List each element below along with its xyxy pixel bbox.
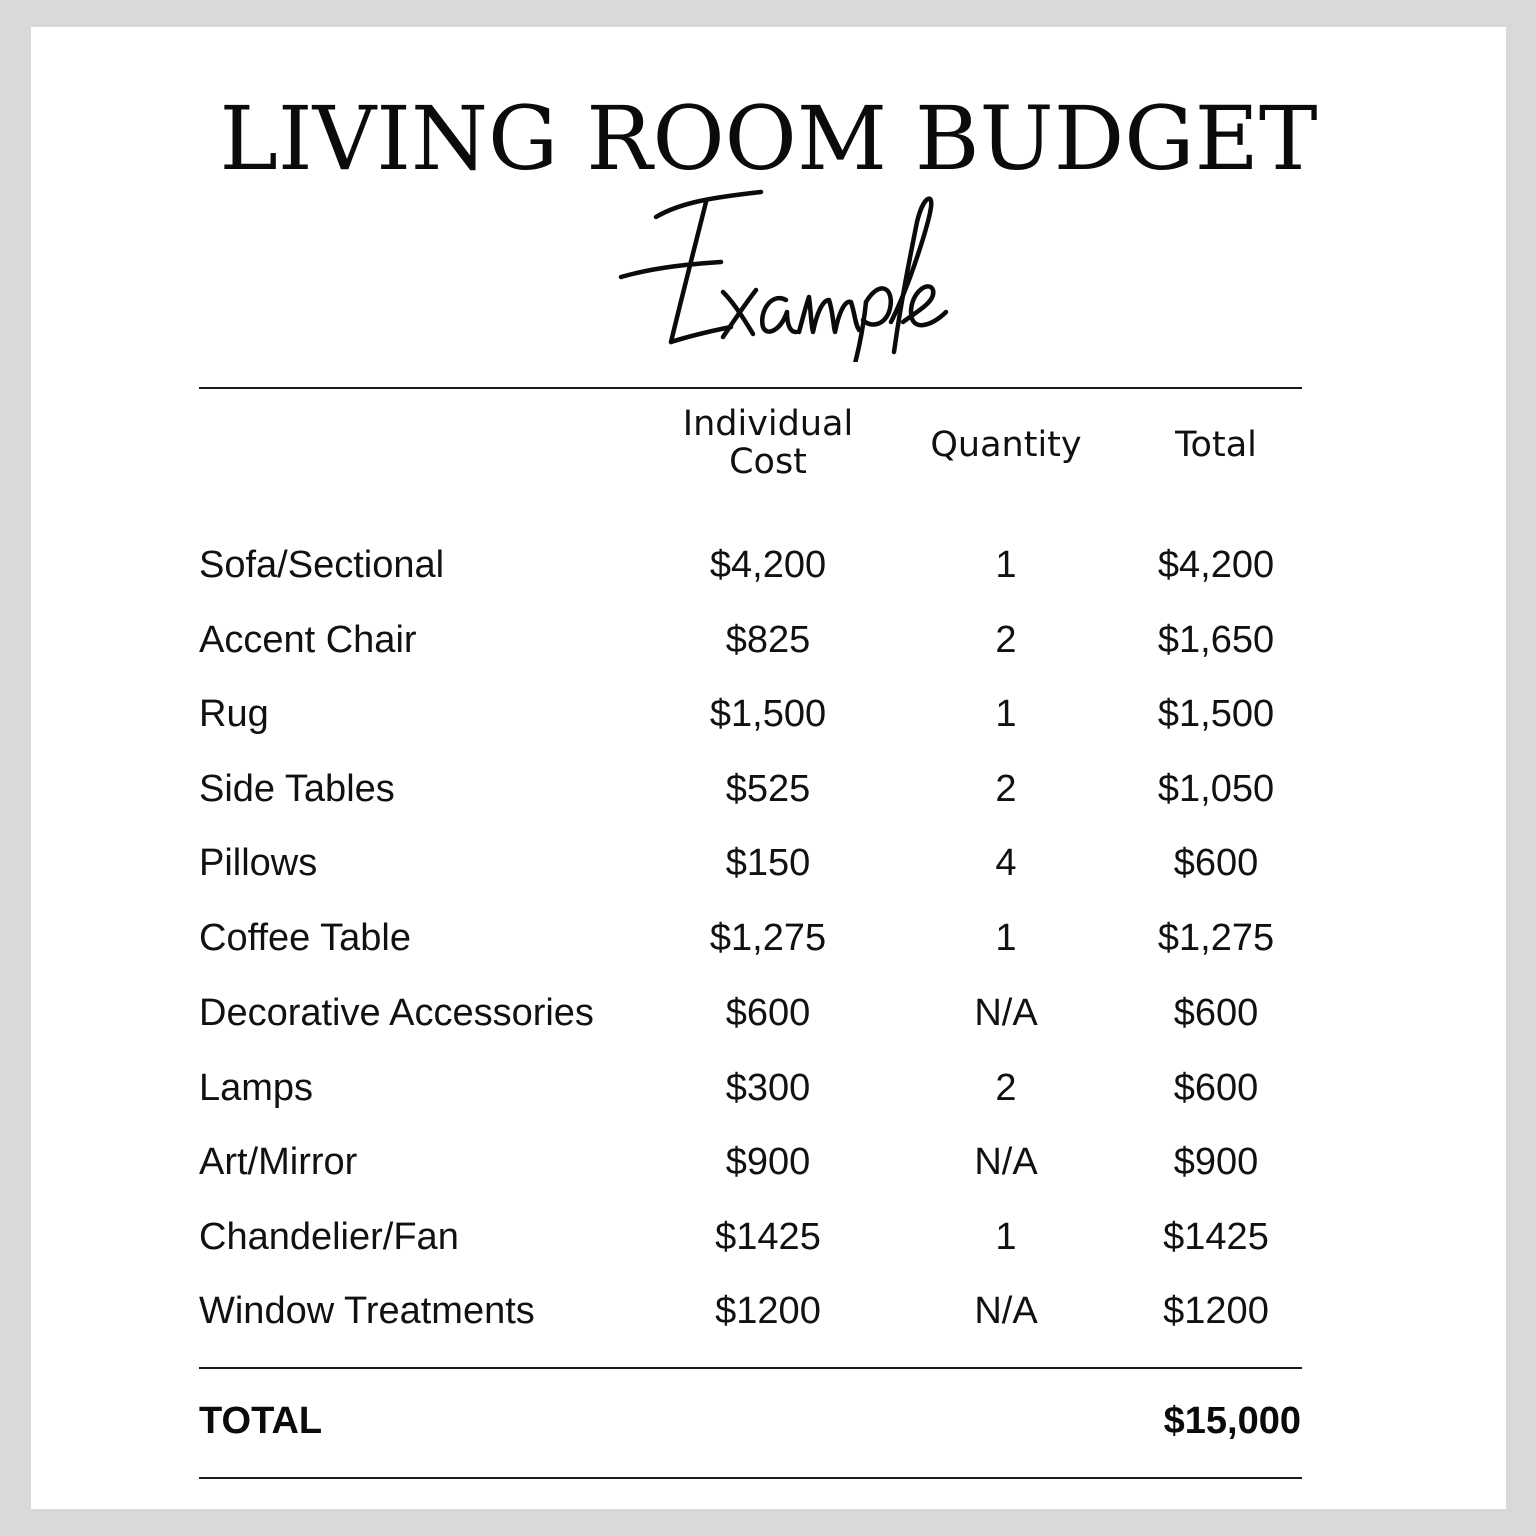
row-cost: $900 [725, 1141, 811, 1183]
row-item: Pillows [199, 842, 318, 884]
row-total: $600 [1173, 992, 1259, 1034]
row-cost: $150 [725, 842, 811, 884]
header-cost-line2: Cost [729, 442, 807, 482]
row-quantity: 2 [995, 768, 1017, 810]
total-value: $15,000 [1163, 1400, 1301, 1442]
row-cost: $1425 [715, 1216, 821, 1258]
row-total: $900 [1173, 1141, 1259, 1183]
row-cost: $1200 [715, 1290, 821, 1332]
row-total: $1,500 [1157, 693, 1275, 735]
row-total: $600 [1173, 1067, 1259, 1109]
header-cost-line1: Individual [682, 404, 854, 444]
row-item: Lamps [199, 1067, 314, 1109]
row-cost: $525 [725, 768, 811, 810]
row-cost: $600 [725, 992, 811, 1034]
row-cost: $825 [725, 619, 811, 661]
row-item: Coffee Table [199, 917, 411, 959]
row-quantity: 4 [995, 842, 1017, 884]
subtitle-script [611, 162, 951, 362]
row-quantity: N/A [974, 1141, 1038, 1183]
row-item: Window Treatments [199, 1290, 535, 1332]
row-cost: $300 [725, 1067, 811, 1109]
row-total: $1,275 [1157, 917, 1275, 959]
row-total: $1,050 [1157, 768, 1275, 810]
row-quantity: 2 [995, 619, 1017, 661]
row-cost: $1,500 [709, 693, 827, 735]
row-cost: $1,275 [709, 917, 827, 959]
budget-card [31, 27, 1506, 1509]
row-quantity: N/A [974, 992, 1038, 1034]
row-total: $600 [1173, 842, 1259, 884]
row-item: Rug [199, 693, 269, 735]
top-rule [199, 387, 1302, 389]
header-quantity: Quantity [930, 425, 1082, 465]
bottom-rule [199, 1477, 1302, 1479]
row-quantity: 1 [995, 544, 1017, 586]
row-item: Decorative Accessories [199, 992, 594, 1034]
row-item: Art/Mirror [199, 1141, 358, 1183]
row-quantity: 1 [995, 917, 1017, 959]
page-title: LIVING ROOM BUDGET [219, 87, 1318, 190]
row-total: $1,650 [1157, 619, 1275, 661]
row-total: $4,200 [1157, 544, 1275, 586]
row-total: $1425 [1163, 1216, 1269, 1258]
row-quantity: 1 [995, 693, 1017, 735]
row-item: Sofa/Sectional [199, 544, 445, 586]
row-item: Chandelier/Fan [199, 1216, 459, 1258]
row-cost: $4,200 [709, 544, 827, 586]
row-quantity: N/A [974, 1290, 1038, 1332]
row-item: Accent Chair [199, 619, 417, 661]
row-quantity: 2 [995, 1067, 1017, 1109]
row-total: $1200 [1163, 1290, 1269, 1332]
row-quantity: 1 [995, 1216, 1017, 1258]
total-top-rule [199, 1367, 1302, 1369]
total-label: TOTAL [199, 1400, 323, 1442]
row-item: Side Tables [199, 768, 395, 810]
header-total: Total [1175, 425, 1257, 465]
